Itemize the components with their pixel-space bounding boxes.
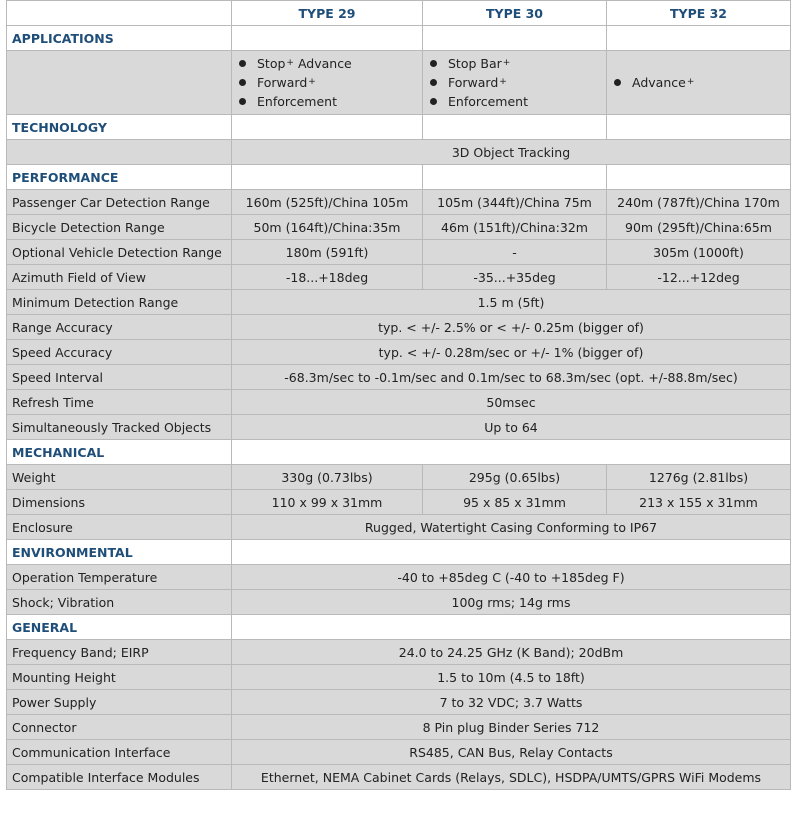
cell-all-types: -68.3m/sec to -0.1m/sec and 0.1m/sec to 68.3m/sec (opt. +/-88.8m/sec) (232, 365, 791, 390)
header-type29: TYPE 29 (232, 1, 423, 26)
table-row (7, 590, 791, 615)
list-item (614, 73, 785, 92)
row-label: Simultaneously Tracked Objects (7, 415, 232, 440)
row-label: Dimensions (7, 490, 232, 515)
row-label: Weight (7, 465, 232, 490)
cell-all-types: typ. < +/- 0.28m/sec or +/- 1% (bigger of) (232, 340, 791, 365)
cell-type30: - (423, 240, 607, 265)
bullet-icon (239, 60, 246, 67)
list-item-text: Enforcement (448, 94, 528, 109)
row-label: Passenger Car Detection Range (7, 190, 232, 215)
table-row (7, 290, 791, 315)
cell-type32: 305m (1000ft) (607, 240, 791, 265)
header-type30: TYPE 30 (423, 1, 607, 26)
table-row (7, 565, 791, 590)
table-row (7, 740, 791, 765)
cell-all-types: RS485, CAN Bus, Relay Contacts (232, 740, 791, 765)
list-item-text: Forward (448, 75, 499, 90)
superscript-mark: + (686, 77, 695, 87)
table-row (7, 365, 791, 390)
row-label: Optional Vehicle Detection Range (7, 240, 232, 265)
cell-all-types: 8 Pin plug Binder Series 712 (232, 715, 791, 740)
row-label: Azimuth Field of View (7, 265, 232, 290)
bullet-icon (614, 79, 621, 86)
table-row (7, 465, 791, 490)
cell-type29: 330g (0.73lbs) (232, 465, 423, 490)
list-item (430, 54, 601, 73)
section-title: TECHNOLOGY (7, 115, 232, 140)
row-label: Bicycle Detection Range (7, 215, 232, 240)
table-row (7, 240, 791, 265)
cell-all-types: Up to 64 (232, 415, 791, 440)
table-row (7, 640, 791, 665)
table-row (7, 315, 791, 340)
applications-type29 (232, 51, 423, 115)
cell-all-types: 1.5 m (5ft) (232, 290, 791, 315)
superscript-mark: + (499, 77, 507, 87)
list-item-text: Advance (632, 75, 686, 90)
table-row (7, 265, 791, 290)
spec-table (6, 0, 791, 790)
row-label: Minimum Detection Range (7, 290, 232, 315)
cell-type29: -18...+18deg (232, 265, 423, 290)
cell-all-types: 50msec (232, 390, 791, 415)
row-label: Frequency Band; EIRP (7, 640, 232, 665)
row-label: Speed Interval (7, 365, 232, 390)
cell-type32: 90m (295ft)/China:65m (607, 215, 791, 240)
section-applications (7, 26, 791, 51)
cell-all-types: 100g rms; 14g rms (232, 590, 791, 615)
row-label: Connector (7, 715, 232, 740)
section-title: PERFORMANCE (7, 165, 232, 190)
list-item (239, 54, 417, 73)
row-label: Mounting Height (7, 665, 232, 690)
table-row (7, 190, 791, 215)
table-row (7, 690, 791, 715)
cell-all-types: 1.5 to 10m (4.5 to 18ft) (232, 665, 791, 690)
section-mechanical (7, 440, 791, 465)
cell-type30: 46m (151ft)/China:32m (423, 215, 607, 240)
table-row (7, 665, 791, 690)
cell-type29: 160m (525ft)/China 105m (232, 190, 423, 215)
section-technology (7, 115, 791, 140)
applications-type32 (607, 51, 791, 115)
applications-label-cell (7, 51, 232, 115)
list-item (239, 73, 417, 92)
superscript-mark: + (286, 58, 294, 68)
superscript-mark: + (308, 77, 316, 87)
table-row (7, 215, 791, 240)
header-type32: TYPE 32 (607, 1, 791, 26)
cell-type32: 1276g (2.81lbs) (607, 465, 791, 490)
section-general (7, 615, 791, 640)
header-row (7, 1, 791, 26)
cell-type29: 50m (164ft)/China:35m (232, 215, 423, 240)
cell-type32: 240m (787ft)/China 170m (607, 190, 791, 215)
list-item-text: Stop (257, 56, 286, 71)
row-label: Refresh Time (7, 390, 232, 415)
header-corner (7, 1, 232, 26)
row-label: Speed Accuracy (7, 340, 232, 365)
superscript-mark: + (502, 58, 511, 68)
cell-type29: 180m (591ft) (232, 240, 423, 265)
technology-value: 3D Object Tracking (232, 140, 791, 165)
bullet-icon (430, 98, 437, 105)
list-item (239, 92, 417, 111)
section-title: ENVIRONMENTAL (7, 540, 232, 565)
row-label: Range Accuracy (7, 315, 232, 340)
cell-type32: 213 x 155 x 31mm (607, 490, 791, 515)
section-environmental (7, 540, 791, 565)
row-label: Communication Interface (7, 740, 232, 765)
section-performance (7, 165, 791, 190)
cell-all-types: 24.0 to 24.25 GHz (K Band); 20dBm (232, 640, 791, 665)
list-item-text: Forward (257, 75, 308, 90)
bullet-icon (239, 98, 246, 105)
table-row (7, 390, 791, 415)
bullet-icon (430, 79, 437, 86)
table-row (7, 490, 791, 515)
row-label: Enclosure (7, 515, 232, 540)
table-row (7, 340, 791, 365)
technology-row (7, 140, 791, 165)
applications-row (7, 51, 791, 115)
cell-all-types: Rugged, Watertight Casing Conforming to IP67 (232, 515, 791, 540)
cell-type30: -35...+35deg (423, 265, 607, 290)
section-title: MECHANICAL (7, 440, 232, 465)
section-title: APPLICATIONS (7, 26, 232, 51)
cell-all-types: typ. < +/- 2.5% or < +/- 0.25m (bigger of) (232, 315, 791, 340)
table-row (7, 715, 791, 740)
row-label: Compatible Interface Modules (7, 765, 232, 790)
cell-all-types: -40 to +85deg C (-40 to +185deg F) (232, 565, 791, 590)
applications-type30 (423, 51, 607, 115)
cell-type30: 95 x 85 x 31mm (423, 490, 607, 515)
cell-type30: 105m (344ft)/China 75m (423, 190, 607, 215)
list-item-text: Stop Bar (448, 56, 502, 71)
cell-type32: -12...+12deg (607, 265, 791, 290)
list-item (430, 73, 601, 92)
cell-all-types: 7 to 32 VDC; 3.7 Watts (232, 690, 791, 715)
row-label: Shock; Vibration (7, 590, 232, 615)
row-label: Power Supply (7, 690, 232, 715)
table-row (7, 765, 791, 790)
table-row (7, 415, 791, 440)
bullet-icon (239, 79, 246, 86)
cell-all-types: Ethernet, NEMA Cabinet Cards (Relays, SDLC), HSDPA/UMTS/GPRS WiFi Modems (232, 765, 791, 790)
table-row (7, 515, 791, 540)
list-item-text: Enforcement (257, 94, 337, 109)
list-item-suffix: Advance (293, 56, 352, 71)
row-label: Operation Temperature (7, 565, 232, 590)
section-title: GENERAL (7, 615, 232, 640)
bullet-icon (430, 60, 437, 67)
cell-type29: 110 x 99 x 31mm (232, 490, 423, 515)
list-item (430, 92, 601, 111)
cell-type30: 295g (0.65lbs) (423, 465, 607, 490)
